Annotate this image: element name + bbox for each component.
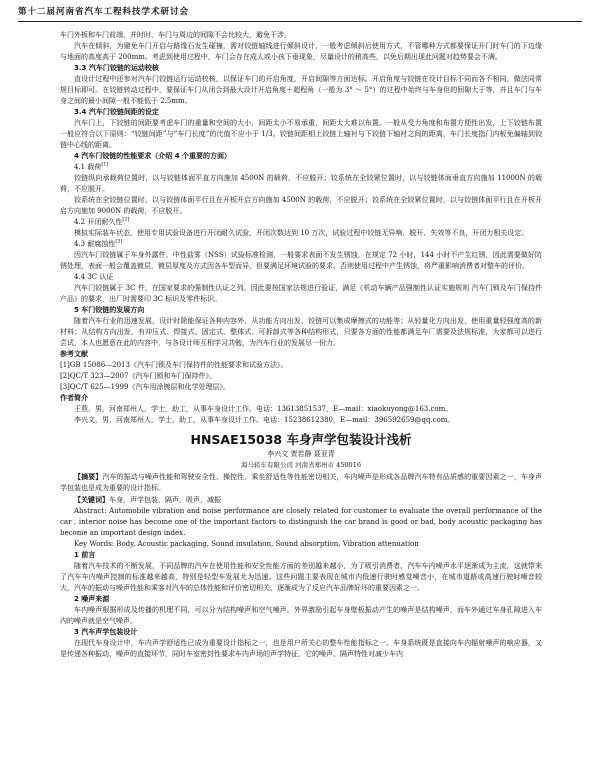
paragraph: 在现代车身设计中，车内声学舒适性已成为重要设计指标之一，也是用户所关心的整车性能指标之一。车身系统既是直接向车内辐射噪声的响应器，又是传递各种振动、噪声的直接环节，同时车室密封性要求车内声场的声学特征，它的噪声、隔声特性对减少车内 bbox=[60, 639, 542, 658]
abstract-cn bbox=[60, 471, 542, 494]
subsection-title: 4.2 开闭耐久性 bbox=[74, 218, 123, 226]
citation: [2] bbox=[122, 217, 130, 223]
paper-affiliation: 海马轿车有限公司 河南省郑州市 450016 bbox=[241, 461, 361, 469]
abstract-label: 【摘要】 bbox=[74, 472, 103, 481]
section-heading: 3.3 汽车门铰链的运动校核 bbox=[74, 64, 159, 72]
subsection-heading bbox=[60, 217, 542, 228]
abstract-text: 汽车的振动与噪声性能和驾驶安全性、操控性、乘坐舒适性等性能密切相关，车内噪声是形成各品牌汽车特有品质感的重要因素之一，车身声学包装也是成为重要的设计指标。 bbox=[60, 473, 542, 492]
text-column bbox=[60, 30, 542, 660]
paragraph: 车内噪声根据形成及传播的机理不同，可以分为结构噪声和空气噪声。外界激励引起车身壁板振动产生的噪声是结构噪声，而车外通过车身孔隙进入车内的噪声就是空气噪声。 bbox=[60, 606, 542, 625]
subsection-heading: 4.4 3C 认证 bbox=[74, 273, 114, 281]
subsection-title: 4.1 载荷 bbox=[74, 163, 102, 171]
section-heading: 2 噪声来源 bbox=[74, 595, 110, 603]
keywords-cn bbox=[60, 494, 542, 506]
paragraph: 汽车在倾斜，为避免车门开启与路缘石发生碰撞，需对铰链轴线进行倾斜设计，一般考虑倾斜后使用方式，不管哪种方式都要保证开门时车门的下边缘与地面的高度高于 200mm。考虑到使用过程中，车门会存在成人或小孩下垂现象，尽量设计的稍高些，以免后期出现此问题对趋势要会不满。 bbox=[60, 42, 542, 61]
keywords-text: 车身，声学包装，隔声，吸声，减振 bbox=[109, 496, 221, 504]
references-heading: 参考文献 bbox=[60, 350, 88, 358]
section-heading: 4 汽车门铰链的性能要求（介绍 4 个重要的方面） bbox=[74, 152, 232, 160]
reference-item: [2]QC/T 323—2007《汽车门锁和车门保持件》。 bbox=[60, 372, 216, 380]
author-bio-heading: 作者简介 bbox=[60, 394, 88, 402]
paragraph: 汽车门上，下铰链的间距要考虑车门的重量和空间的大小，间距太小不易承重，间距太大难以布置。一般从受力角度和布置方便性出发，上下铰链布置一般应符合以下原则：“铰链间距”与“车门长度”的比值不应小于 1/3。铰链间距相上铰链上轴衬与下铰链下轴衬之间的距离，车门长度指门内板免偏轴到铰链中心线的距离。 bbox=[60, 119, 542, 149]
subsection-heading bbox=[60, 239, 542, 250]
subsection-title: 4.3 耐腐蚀性 bbox=[74, 240, 116, 248]
citation: [1] bbox=[101, 162, 109, 168]
section-heading: 3 汽车声学包装设计 bbox=[74, 628, 138, 636]
paragraph: 车门外板和车门前端，并时时，车门与周边的间隙不会比较大，避免干涉。 bbox=[60, 31, 291, 39]
paragraph: 直设计过程中还参对汽车门铰链运行运动校核，以保证车门的开启角度，开启间隙等方面达标。开启角度与铰链在设计目标不同而各不相同，做法同常规目标即可。在铰链转动过程中，要保证车门从闭合到最大设计开启角度＋超程角（一般为 3° ～ 5°）的过程中始终与车身但的间隙大于等，并且车门与车身之间的最小间隙一般不能低于 2.5mm。 bbox=[60, 75, 542, 105]
subsection-heading bbox=[60, 162, 542, 173]
section-heading: 3.4 汽车门铰链间距的设定 bbox=[74, 108, 159, 116]
paragraph: 随着汽车技术的不断发展，不同品牌的汽车在使用性能和安全性能方面的差别越来越小，为了吸引消费者，汽车车内噪声水平逐渐成为主流，这就带来了汽车车内噪声控制的标准越来越高，特别是轻型车发展尤为迅速。这些问题主要表现在城市内低速行驶时感觉噪音小，在城市道路或高速行驶时噪音较大，汽车的振动与噪声性能和乘客对汽车的总体性能和评价密切相关，逐渐成为了反应汽车品牌好坏的重要因素之一。 bbox=[60, 562, 542, 592]
keywords-en: Key Words: Body, Acoustic packaging, Sound insulation, Sound absorption, Vibration attenuation bbox=[74, 540, 419, 548]
abstract-en: Abstract: Automobile vibration and noise performance are closely related for customer to evaluate the overall performance of the car , interior noise has become one of the important factors to distinguish the car brand is good or bad, body acoustic packaging has become an important design index. bbox=[60, 507, 542, 537]
author-bio: 李兴文，男，河南郑州人，学士，助工，从事车身设计工作。电话：15238612380，E—mail：396592659@qq.com。 bbox=[74, 416, 455, 424]
paragraph: 随着汽车行业的迅速发展，设计时除能保证各种内容外，从功能方向出发，铰链可以集成摩擦式的功能等；从轻量化方向出发，使用重量轻强度高的新材料；从结构方向出发，有冲压式、焊接式、固定式、整体式、可拆卸式等各种结构形式，只要各方面的性能都满足车厂需要及法规标准，大家都可以进行尝试，本人也愿意在此的内容中，与各设计师互相学习共勉，为汽车行业的发展尽一份力。 bbox=[60, 317, 542, 347]
paragraph: 模拟实际装车状态，使用专用试验设备进行开闭耐久试验，开闭次数达到 10 万次，试验过程中铰链无异响、脱开、失效等不良，开闭力相关设定。 bbox=[74, 229, 529, 237]
running-header: 第十二届河南省汽车工程科技学术研讨会 bbox=[18, 7, 582, 22]
paragraph: 铰链纵向承载荷位置时，以与铰链体面平直方向施加 4500N 的载荷，不应脱开；铰系统在全铰紧位置时，以与铰链体面垂直方向施加 11000N 的载荷，不应脱开。 bbox=[60, 174, 542, 193]
reference-item: [3]QC/T 625—1999《汽车用涂镀层和化学处理层》。 bbox=[60, 383, 230, 391]
reference-item: [1]GB 15086—2013《汽车门锁及车门保持件的性能要求和试验方法》。 bbox=[60, 361, 288, 369]
author-bio: 王燕，男，河南郑州人，学士，助工，从事车身设计工作。电话：13613851537，E—mail：xiaokuyong@163.com。 bbox=[74, 405, 453, 413]
section-heading: 5 车门铰链的发展方向 bbox=[74, 306, 145, 314]
keywords-label: 【关键词】 bbox=[74, 495, 109, 504]
citation: [3] bbox=[115, 239, 123, 245]
paper-authors: 李兴文 贾若静 聂亚青 bbox=[267, 450, 335, 458]
paragraph: 铰系统在全铰链位置时，以与铰链体面平行且在开板开启方向施加 4500N 的载荷，不应脱开；铰系统在全铰紧位置时，以与铰链体面平行且在开板开启方向施加 9000N 的载荷，不应脱开。 bbox=[60, 196, 542, 215]
paragraph: 因汽车门铰链属于车身外露件，中性盐雾（NSS）试验标准检测，一般要求表面不发生锈蚀，在规定 72 小时，144 小时不产生红锈，因此需要做好防锈处理，表面一般会覆盖镀层，镀层厚度及方式因各车型而异，但要满足环境试验的要求，否则使用过程中产生锈蚀，将严重影响消费者对整车的评价。 bbox=[60, 251, 542, 270]
section-heading: 1 前言 bbox=[74, 551, 96, 559]
paragraph: 汽车门铰链属于 3C 件，在国家要求的强制性认证之列。因此要按国家法规进行验证，满足《机动车辆产品强制性认证实施规则 汽车门锁及车门保持件产品》的要求，出厂时需要印 3C 标识及零件标识。 bbox=[60, 284, 542, 303]
paper-title: HNSAE15038 车身声学包装设计浅析 bbox=[190, 432, 412, 447]
